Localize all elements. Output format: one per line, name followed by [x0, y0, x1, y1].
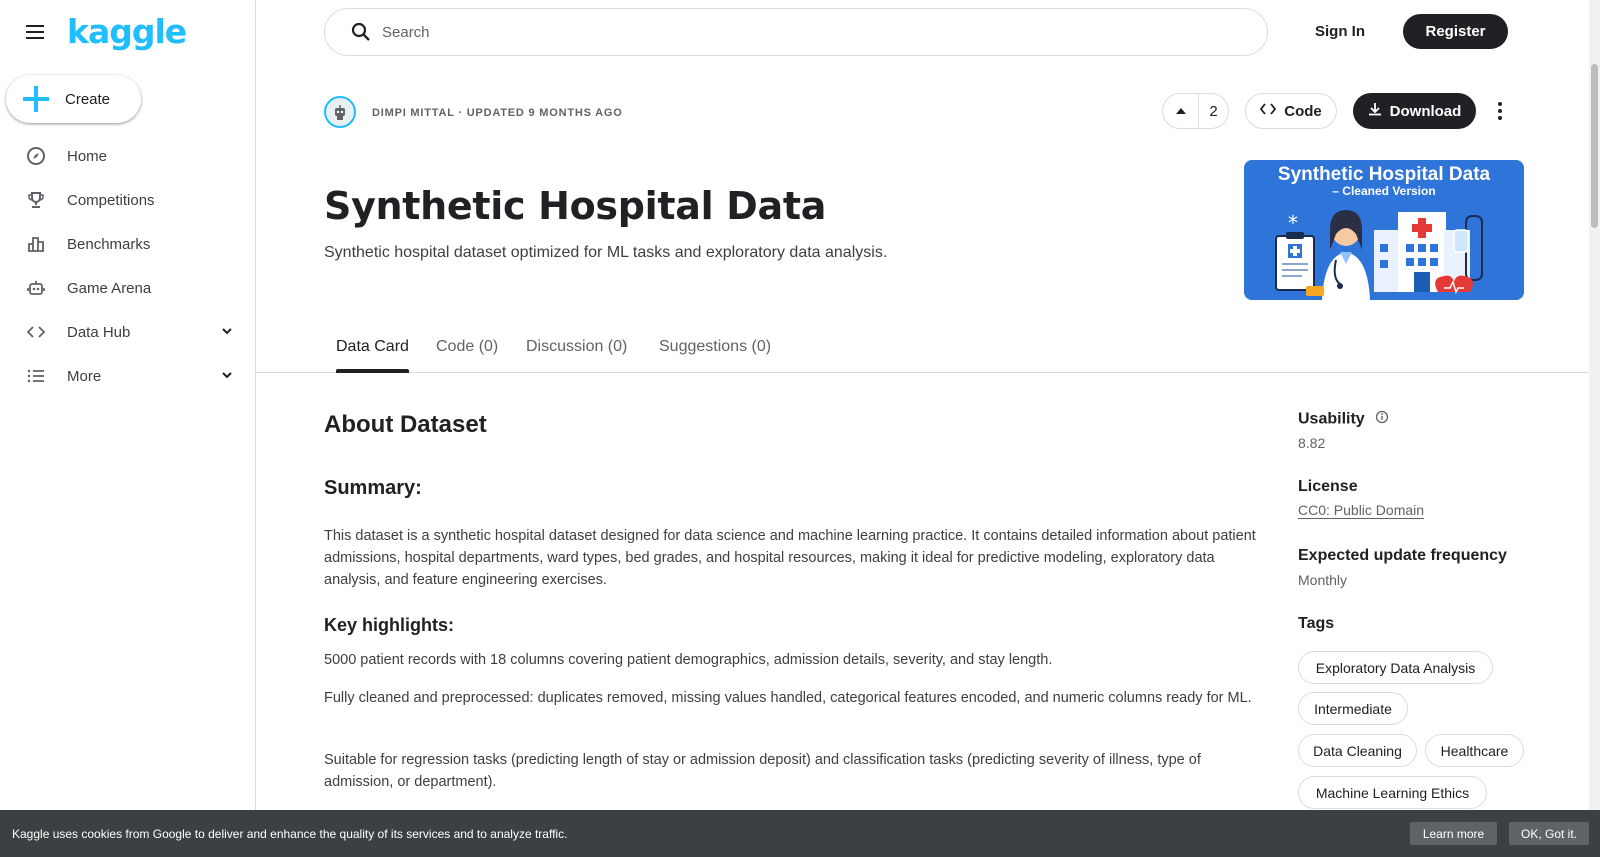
robot-icon: [25, 277, 47, 299]
trophy-icon: [25, 189, 47, 211]
hospital-illustration: [1244, 160, 1524, 300]
highlight-item: 5000 patient records with 18 columns covering patient demographics, admission details, severity, and stay length.: [324, 652, 1053, 668]
search-icon: [350, 21, 372, 43]
key-highlights-heading: Key highlights:: [324, 615, 454, 635]
upvote-button[interactable]: [1163, 94, 1199, 128]
highlight-item: Fully cleaned and preprocessed: duplicates removed, missing values handled, categorical features encoded, and numeric columns ready for ML.: [324, 690, 1252, 706]
tab-discussion[interactable]: Discussion (0): [526, 338, 628, 355]
list-icon: [25, 365, 47, 387]
sidebar-item-game-arena[interactable]: [0, 266, 256, 310]
usability-value: 8.82: [1298, 435, 1326, 451]
compass-icon: [25, 145, 47, 167]
code-button-label: Code: [1284, 102, 1322, 120]
sidebar: [0, 0, 256, 857]
search-input[interactable]: [382, 24, 1202, 41]
kaggle-logo[interactable]: kaggle: [67, 12, 187, 51]
sidebar-item-data-hub[interactable]: [0, 310, 256, 354]
cookie-message: Kaggle uses cookies from Google to deliver and enhance the quality of its services and to analyze traffic.: [12, 827, 568, 841]
sidebar-nav: [0, 134, 256, 398]
banner-title: Synthetic Hospital Data: [1277, 164, 1491, 185]
svg-text:*: *: [1288, 211, 1298, 235]
page-title: Synthetic Hospital Data: [324, 184, 827, 228]
tag-chip[interactable]: Intermediate: [1298, 692, 1408, 725]
accept-cookies-button[interactable]: OK, Got it.: [1509, 822, 1589, 845]
sidebar-item-label: Game Arena: [67, 279, 152, 297]
upvote-control: [1162, 93, 1229, 129]
tags-label: Tags: [1298, 615, 1335, 632]
chevron-down-icon[interactable]: [220, 368, 234, 387]
sidebar-item-label: Benchmarks: [67, 235, 151, 253]
sidebar-item-benchmarks[interactable]: [0, 222, 256, 266]
update-frequency-value: Monthly: [1298, 572, 1348, 588]
banner-subtitle: – Cleaned Version: [1332, 184, 1436, 198]
cookie-banner: [0, 810, 1600, 857]
summary-text: This dataset is a synthetic hospital dataset designed for data science and machine learning practice. It contains detailed information about patient admissions, hospital departments, ward types, bed grades, and hospital resources, making it ideal for predictive modeling, exploratory data analysis, and feature engineering exercises.: [324, 528, 1256, 588]
more-options-icon[interactable]: [1489, 98, 1511, 124]
tag-chip[interactable]: Exploratory Data Analysis: [1298, 651, 1493, 684]
sidebar-item-competitions[interactable]: [0, 178, 256, 222]
code-button[interactable]: [1245, 93, 1337, 129]
about-heading: About Dataset: [324, 411, 487, 438]
update-frequency-label: Expected update frequency: [1298, 547, 1507, 564]
avatar[interactable]: [324, 96, 356, 128]
highlight-item: Suitable for regression tasks (predicting length of stay or admission deposit) and classification tasks (predicting severity of illness, type of admission, or department).: [324, 752, 1201, 790]
create-button[interactable]: [6, 75, 141, 123]
code-icon: [25, 321, 47, 343]
search-bar[interactable]: [324, 8, 1268, 56]
vote-count: 2: [1209, 102, 1218, 120]
code-icon: [1260, 102, 1276, 120]
sidebar-item-home[interactable]: [0, 134, 256, 178]
tag-chip[interactable]: Machine Learning Ethics: [1298, 776, 1487, 809]
tag-chip[interactable]: Healthcare: [1425, 734, 1524, 767]
learn-more-button[interactable]: Learn more: [1410, 822, 1497, 845]
download-button[interactable]: [1353, 93, 1476, 129]
download-icon: [1368, 102, 1382, 120]
sidebar-item-label: Competitions: [67, 191, 155, 209]
page-subtitle: Synthetic hospital dataset optimized for ML tasks and exploratory data analysis.: [324, 244, 888, 261]
usability-label: [1298, 410, 1389, 429]
plus-icon: [21, 84, 51, 114]
info-icon[interactable]: [1375, 410, 1389, 429]
dataset-tabs: [256, 326, 1589, 373]
dataset-cover-image: [1244, 160, 1524, 300]
license-link[interactable]: CC0: Public Domain: [1298, 502, 1425, 518]
tab-suggestions[interactable]: Suggestions (0): [659, 338, 772, 355]
tag-chip[interactable]: Data Cleaning: [1298, 734, 1417, 767]
sidebar-item-label: Data Hub: [67, 323, 131, 341]
tab-data-card[interactable]: Data Card: [336, 338, 409, 373]
chevron-down-icon[interactable]: [220, 324, 234, 343]
create-label: Create: [65, 90, 111, 108]
bar-chart-icon: [25, 233, 47, 255]
license-label: License: [1298, 478, 1358, 495]
download-button-label: Download: [1389, 102, 1462, 120]
arrow-up-icon: [1175, 106, 1187, 116]
register-button[interactable]: Register: [1403, 14, 1508, 49]
sign-in-button[interactable]: Sign In: [1315, 22, 1365, 40]
dataset-meta: DIMPI MITTAL · UPDATED 9 MONTHS AGO: [372, 107, 623, 119]
menu-icon[interactable]: [24, 22, 48, 42]
sidebar-item-more[interactable]: [0, 354, 256, 398]
sidebar-item-label: Home: [67, 147, 108, 165]
usability-label-text: Usability: [1298, 410, 1365, 428]
scrollbar-thumb[interactable]: [1591, 64, 1598, 228]
summary-heading: Summary:: [324, 477, 422, 499]
tab-code[interactable]: Code (0): [436, 338, 499, 355]
sidebar-item-label: More: [67, 367, 102, 385]
